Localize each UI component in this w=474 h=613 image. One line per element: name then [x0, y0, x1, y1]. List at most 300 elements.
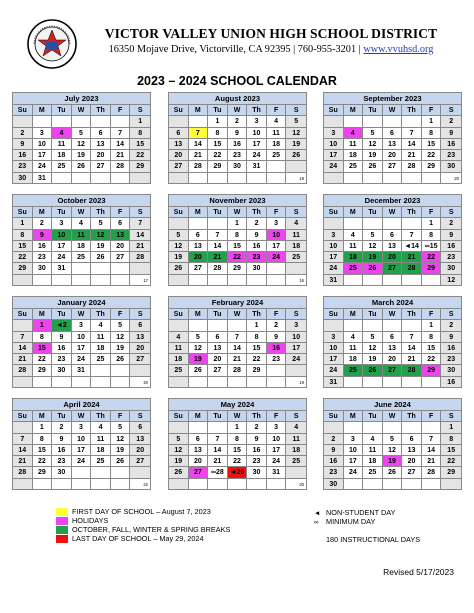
- day-cell: 3: [324, 230, 344, 241]
- day-cell: [286, 161, 306, 172]
- day-cell: 7: [13, 434, 33, 445]
- day-cell: 7: [189, 128, 209, 139]
- day-cell: 28: [228, 365, 248, 376]
- day-cell: 19: [91, 241, 111, 252]
- day-cell: [130, 467, 150, 478]
- day-cell: [247, 479, 267, 490]
- day-cell: [363, 218, 383, 229]
- day-cell: 29: [208, 161, 228, 172]
- day-cell: 20: [130, 343, 150, 354]
- day-name-header: W: [228, 309, 248, 320]
- day-cell: 22: [228, 252, 248, 263]
- day-cell: [52, 377, 72, 388]
- day-cell: 2: [33, 218, 53, 229]
- day-cell: 22: [422, 252, 442, 263]
- day-name-header: Tu: [52, 105, 72, 116]
- day-cell: 14: [130, 230, 150, 241]
- day-cell: 1: [208, 116, 228, 127]
- day-cell: [52, 275, 72, 286]
- day-cell: 29: [13, 263, 33, 274]
- day-name-header: Th: [402, 309, 422, 320]
- day-cell: [324, 173, 344, 184]
- day-cell: 13: [130, 332, 150, 343]
- day-cell: 21: [111, 150, 131, 161]
- day-cell: [344, 173, 364, 184]
- day-cell: 8: [13, 230, 33, 241]
- day-cell: 10: [52, 230, 72, 241]
- day-cell: 13: [402, 445, 422, 456]
- day-cell: [286, 365, 306, 376]
- day-cell: 10: [267, 230, 287, 241]
- day-cell: 20: [383, 150, 403, 161]
- day-cell: [72, 377, 92, 388]
- day-name-header: S: [441, 309, 461, 320]
- day-cell: 17: [324, 252, 344, 263]
- instructional-day-count: 19: [286, 377, 306, 388]
- day-cell: 22: [247, 354, 267, 365]
- day-cell: 2: [441, 116, 461, 127]
- day-cell: 12: [91, 230, 111, 241]
- day-cell: [111, 173, 131, 184]
- day-name-header: M: [33, 207, 53, 218]
- day-cell: 30: [52, 467, 72, 478]
- day-cell: 2: [228, 116, 248, 127]
- day-cell: 9: [228, 128, 248, 139]
- day-cell: [228, 377, 248, 388]
- day-cell: [169, 116, 189, 127]
- day-name-header: Su: [169, 105, 189, 116]
- day-cell: 2: [324, 434, 344, 445]
- day-cell: 7: [208, 230, 228, 241]
- day-name-header: M: [344, 309, 364, 320]
- day-cell: 26: [111, 354, 131, 365]
- day-name-header: M: [33, 105, 53, 116]
- day-name-header: Su: [169, 411, 189, 422]
- day-cell: 20: [169, 150, 189, 161]
- day-name-header: F: [111, 105, 131, 116]
- day-cell: 21: [402, 354, 422, 365]
- day-cell: 25: [91, 456, 111, 467]
- day-cell: 30: [324, 479, 344, 490]
- instructional-day-count: 19: [286, 173, 306, 184]
- day-cell: [91, 365, 111, 376]
- day-cell: 20: [383, 354, 403, 365]
- day-cell: 20: [402, 456, 422, 467]
- day-cell: 17: [52, 241, 72, 252]
- day-cell: 21: [130, 241, 150, 252]
- day-cell: 8: [441, 434, 461, 445]
- day-cell: 24: [344, 467, 364, 478]
- day-name-header: W: [383, 105, 403, 116]
- day-cell: [72, 116, 92, 127]
- day-cell: 6: [208, 332, 228, 343]
- day-name-header: Tu: [208, 411, 228, 422]
- day-cell: 30: [441, 161, 461, 172]
- day-cell: [189, 320, 209, 331]
- month-grid: [13, 105, 150, 184]
- day-cell: [169, 173, 189, 184]
- day-name-header: Th: [91, 309, 111, 320]
- day-name-header: Th: [402, 105, 422, 116]
- month-grid: [324, 309, 461, 388]
- holiday-swatch: [56, 517, 68, 525]
- day-cell: 9: [33, 230, 53, 241]
- day-cell: 4: [72, 218, 92, 229]
- day-cell: 2: [247, 422, 267, 433]
- day-name-header: W: [72, 309, 92, 320]
- day-name-header: M: [189, 207, 209, 218]
- day-cell: [208, 377, 228, 388]
- day-cell: 28: [111, 161, 131, 172]
- day-cell: 5: [189, 332, 209, 343]
- day-cell: 17: [286, 343, 306, 354]
- day-cell: 20: [189, 252, 209, 263]
- day-cell: 23: [324, 467, 344, 478]
- day-name-header: S: [286, 309, 306, 320]
- day-cell: 20: [383, 252, 403, 263]
- day-cell: 13: [169, 139, 189, 150]
- day-cell: 11: [344, 139, 364, 150]
- day-name-header: Su: [13, 411, 33, 422]
- day-cell: 3: [324, 332, 344, 343]
- day-cell: 13: [130, 434, 150, 445]
- day-cell: [363, 173, 383, 184]
- day-cell: 27: [189, 467, 209, 478]
- day-cell: 18: [267, 139, 287, 150]
- day-cell: 29: [247, 365, 267, 376]
- day-cell: 30: [441, 365, 461, 376]
- day-cell: 14: [189, 139, 209, 150]
- day-name-header: Su: [324, 207, 344, 218]
- day-cell: 9: [441, 128, 461, 139]
- day-cell: 25: [344, 161, 364, 172]
- day-cell: [33, 479, 53, 490]
- day-cell: 13: [383, 139, 403, 150]
- day-cell: 5: [111, 320, 131, 331]
- day-cell: 26: [72, 161, 92, 172]
- day-cell: 19: [363, 150, 383, 161]
- day-cell: [189, 377, 209, 388]
- day-cell: 9: [52, 434, 72, 445]
- day-cell: 4: [286, 218, 306, 229]
- day-cell: 24: [324, 161, 344, 172]
- legend-instructional: [314, 535, 420, 544]
- day-cell: 9: [13, 139, 33, 150]
- legend-holidays-label: HOLIDAYS: [72, 516, 109, 525]
- instructional-day-count: 17: [130, 275, 150, 286]
- day-cell: 14: [402, 343, 422, 354]
- day-cell: 3: [33, 128, 53, 139]
- day-cell: [402, 377, 422, 388]
- day-cell: 27: [130, 354, 150, 365]
- day-name-header: S: [286, 207, 306, 218]
- day-cell: 28: [13, 365, 33, 376]
- day-name-header: F: [267, 309, 287, 320]
- day-cell: 11: [286, 230, 306, 241]
- legend-minimum-label: MINIMUM DAY: [326, 517, 376, 526]
- day-cell: [267, 173, 287, 184]
- day-cell: 2: [441, 320, 461, 331]
- month-title: December 2023: [324, 195, 461, 207]
- day-cell: 31: [267, 467, 287, 478]
- day-cell: 6: [91, 128, 111, 139]
- day-cell: [383, 422, 403, 433]
- day-cell: [228, 275, 248, 286]
- legend-non-student: [314, 508, 395, 517]
- day-cell: 18: [52, 150, 72, 161]
- day-name-header: Su: [13, 105, 33, 116]
- day-cell: 30: [13, 173, 33, 184]
- day-cell: ◄29: [228, 467, 248, 478]
- day-name-header: W: [383, 309, 403, 320]
- day-name-header: Tu: [363, 411, 383, 422]
- last-day-swatch: [56, 535, 68, 543]
- month-block: [168, 194, 307, 286]
- day-cell: 4: [344, 332, 364, 343]
- day-cell: [52, 479, 72, 490]
- day-cell: 3: [267, 422, 287, 433]
- day-cell: 16: [247, 241, 267, 252]
- day-cell: [189, 479, 209, 490]
- day-cell: [247, 275, 267, 286]
- day-cell: 5: [169, 434, 189, 445]
- day-cell: 28: [402, 263, 422, 274]
- day-cell: [286, 263, 306, 274]
- day-cell: 3: [72, 422, 92, 433]
- day-cell: 3: [324, 128, 344, 139]
- day-name-header: M: [189, 309, 209, 320]
- month-grid: [169, 309, 306, 388]
- day-cell: 27: [111, 252, 131, 263]
- day-cell: 27: [189, 263, 209, 274]
- month-block: [168, 296, 307, 388]
- instructional-day-count: 20: [130, 377, 150, 388]
- day-cell: 27: [383, 263, 403, 274]
- day-cell: 6: [130, 320, 150, 331]
- day-cell: 20: [111, 241, 131, 252]
- day-cell: [267, 161, 287, 172]
- day-cell: 2: [247, 218, 267, 229]
- day-cell: 23: [13, 161, 33, 172]
- break-swatch: [56, 526, 68, 534]
- day-cell: 8: [247, 332, 267, 343]
- day-cell: [208, 479, 228, 490]
- day-name-header: F: [111, 411, 131, 422]
- day-cell: 10: [286, 332, 306, 343]
- day-cell: 26: [286, 150, 306, 161]
- day-cell: 23: [441, 252, 461, 263]
- day-cell: [52, 116, 72, 127]
- day-cell: 28: [130, 252, 150, 263]
- day-cell: 24: [72, 456, 92, 467]
- day-cell: 15: [33, 445, 53, 456]
- day-cell: 9: [247, 230, 267, 241]
- day-cell: 28: [402, 161, 422, 172]
- day-cell: [33, 275, 53, 286]
- calendar-title: 2023 – 2024 SCHOOL CALENDAR: [137, 74, 337, 88]
- day-cell: 12: [363, 241, 383, 252]
- day-cell: 22: [228, 456, 248, 467]
- day-cell: 12: [169, 241, 189, 252]
- day-cell: 4: [267, 116, 287, 127]
- day-cell: 17: [267, 445, 287, 456]
- day-name-header: Su: [324, 309, 344, 320]
- day-cell: 7: [228, 332, 248, 343]
- district-address: 16350 Mojave Drive, Victorville, CA 92395 | 760-955-3201 |: [108, 44, 364, 55]
- month-title: May 2024: [169, 399, 306, 411]
- day-cell: [13, 422, 33, 433]
- month-block: [12, 296, 151, 388]
- day-cell: [383, 275, 403, 286]
- month-title: September 2023: [324, 93, 461, 105]
- day-cell: [267, 263, 287, 274]
- day-cell: 7: [402, 128, 422, 139]
- day-cell: 30: [441, 263, 461, 274]
- day-name-header: Th: [402, 207, 422, 218]
- day-cell: 17: [344, 456, 364, 467]
- day-cell: 19: [286, 139, 306, 150]
- day-cell: 26: [363, 161, 383, 172]
- day-cell: 25: [72, 252, 92, 263]
- day-cell: 8: [422, 332, 442, 343]
- day-name-header: S: [441, 105, 461, 116]
- day-cell: 31: [324, 377, 344, 388]
- day-cell: 4: [91, 320, 111, 331]
- day-cell: 16: [228, 139, 248, 150]
- day-cell: 15: [228, 445, 248, 456]
- day-cell: 12: [363, 139, 383, 150]
- day-cell: [111, 263, 131, 274]
- day-cell: [189, 116, 209, 127]
- day-cell: [130, 173, 150, 184]
- day-cell: 2: [441, 218, 461, 229]
- first-day-swatch: [56, 508, 68, 516]
- day-cell: 14: [208, 241, 228, 252]
- day-cell: 24: [286, 354, 306, 365]
- day-cell: [111, 377, 131, 388]
- day-cell: 10: [344, 445, 364, 456]
- month-block: [12, 194, 151, 286]
- day-cell: 17: [247, 139, 267, 150]
- day-cell: 18: [169, 354, 189, 365]
- day-cell: 15: [208, 139, 228, 150]
- day-cell: 9: [267, 332, 287, 343]
- day-name-header: F: [422, 309, 442, 320]
- day-cell: 27: [402, 467, 422, 478]
- day-cell: 16: [52, 343, 72, 354]
- day-cell: 5: [286, 116, 306, 127]
- day-cell: 8: [422, 230, 442, 241]
- month-block: [323, 296, 462, 388]
- day-cell: [344, 218, 364, 229]
- day-cell: 3: [286, 320, 306, 331]
- day-cell: 22: [13, 252, 33, 263]
- day-cell: 7: [402, 230, 422, 241]
- day-cell: [402, 479, 422, 490]
- month-block: [323, 398, 462, 490]
- day-cell: [208, 275, 228, 286]
- day-cell: 12: [72, 139, 92, 150]
- day-cell: 29: [422, 365, 442, 376]
- day-cell: 19: [189, 354, 209, 365]
- day-cell: 23: [52, 354, 72, 365]
- day-cell: 8: [33, 332, 53, 343]
- day-name-header: S: [130, 309, 150, 320]
- day-cell: 21: [402, 252, 422, 263]
- legend-first-day-label: FIRST DAY OF SCHOOL – August 7, 2023: [72, 507, 211, 516]
- day-name-header: M: [344, 411, 364, 422]
- instructional-day-count: 22: [130, 479, 150, 490]
- day-cell: [91, 173, 111, 184]
- day-cell: 11: [91, 434, 111, 445]
- day-cell: 29: [441, 467, 461, 478]
- day-name-header: W: [72, 411, 92, 422]
- month-grid: [13, 309, 150, 388]
- day-cell: 24: [324, 365, 344, 376]
- day-cell: 5: [363, 128, 383, 139]
- day-cell: 5: [91, 218, 111, 229]
- day-cell: 22: [441, 456, 461, 467]
- day-cell: 23: [247, 252, 267, 263]
- day-cell: 25: [344, 263, 364, 274]
- day-cell: 14: [111, 139, 131, 150]
- day-cell: 7: [208, 434, 228, 445]
- day-cell: [402, 116, 422, 127]
- day-cell: 23: [441, 354, 461, 365]
- day-name-header: Th: [91, 411, 111, 422]
- day-cell: 3: [72, 320, 92, 331]
- day-name-header: Tu: [208, 105, 228, 116]
- day-name-header: M: [189, 411, 209, 422]
- day-name-header: Tu: [208, 309, 228, 320]
- day-cell: 16: [13, 150, 33, 161]
- day-cell: 9: [247, 434, 267, 445]
- day-cell: 13: [208, 343, 228, 354]
- day-cell: 15: [247, 343, 267, 354]
- day-cell: [247, 377, 267, 388]
- day-cell: 18: [344, 150, 364, 161]
- day-cell: 21: [13, 456, 33, 467]
- day-cell: [402, 173, 422, 184]
- day-cell: 20: [130, 445, 150, 456]
- day-cell: 4: [344, 128, 364, 139]
- day-cell: 4: [363, 434, 383, 445]
- day-cell: 9: [441, 332, 461, 343]
- day-cell: 12: [383, 445, 403, 456]
- day-cell: [169, 275, 189, 286]
- day-name-header: M: [189, 105, 209, 116]
- day-cell: 23: [247, 456, 267, 467]
- day-cell: [169, 479, 189, 490]
- day-cell: 14: [422, 445, 442, 456]
- month-grid: [169, 411, 306, 490]
- day-cell: 18: [72, 241, 92, 252]
- day-cell: 19: [111, 445, 131, 456]
- day-cell: 16: [441, 343, 461, 354]
- month-block: [12, 398, 151, 490]
- day-cell: 9: [324, 445, 344, 456]
- day-cell: 11: [169, 343, 189, 354]
- day-cell: 26: [363, 263, 383, 274]
- day-cell: [422, 377, 442, 388]
- day-cell: 19: [363, 252, 383, 263]
- legend-minimum: [314, 517, 375, 526]
- day-cell: [344, 275, 364, 286]
- day-cell: 14: [13, 445, 33, 456]
- day-cell: 17: [324, 354, 344, 365]
- day-cell: 27: [208, 365, 228, 376]
- district-website-link[interactable]: www.vvuhsd.org: [363, 44, 434, 55]
